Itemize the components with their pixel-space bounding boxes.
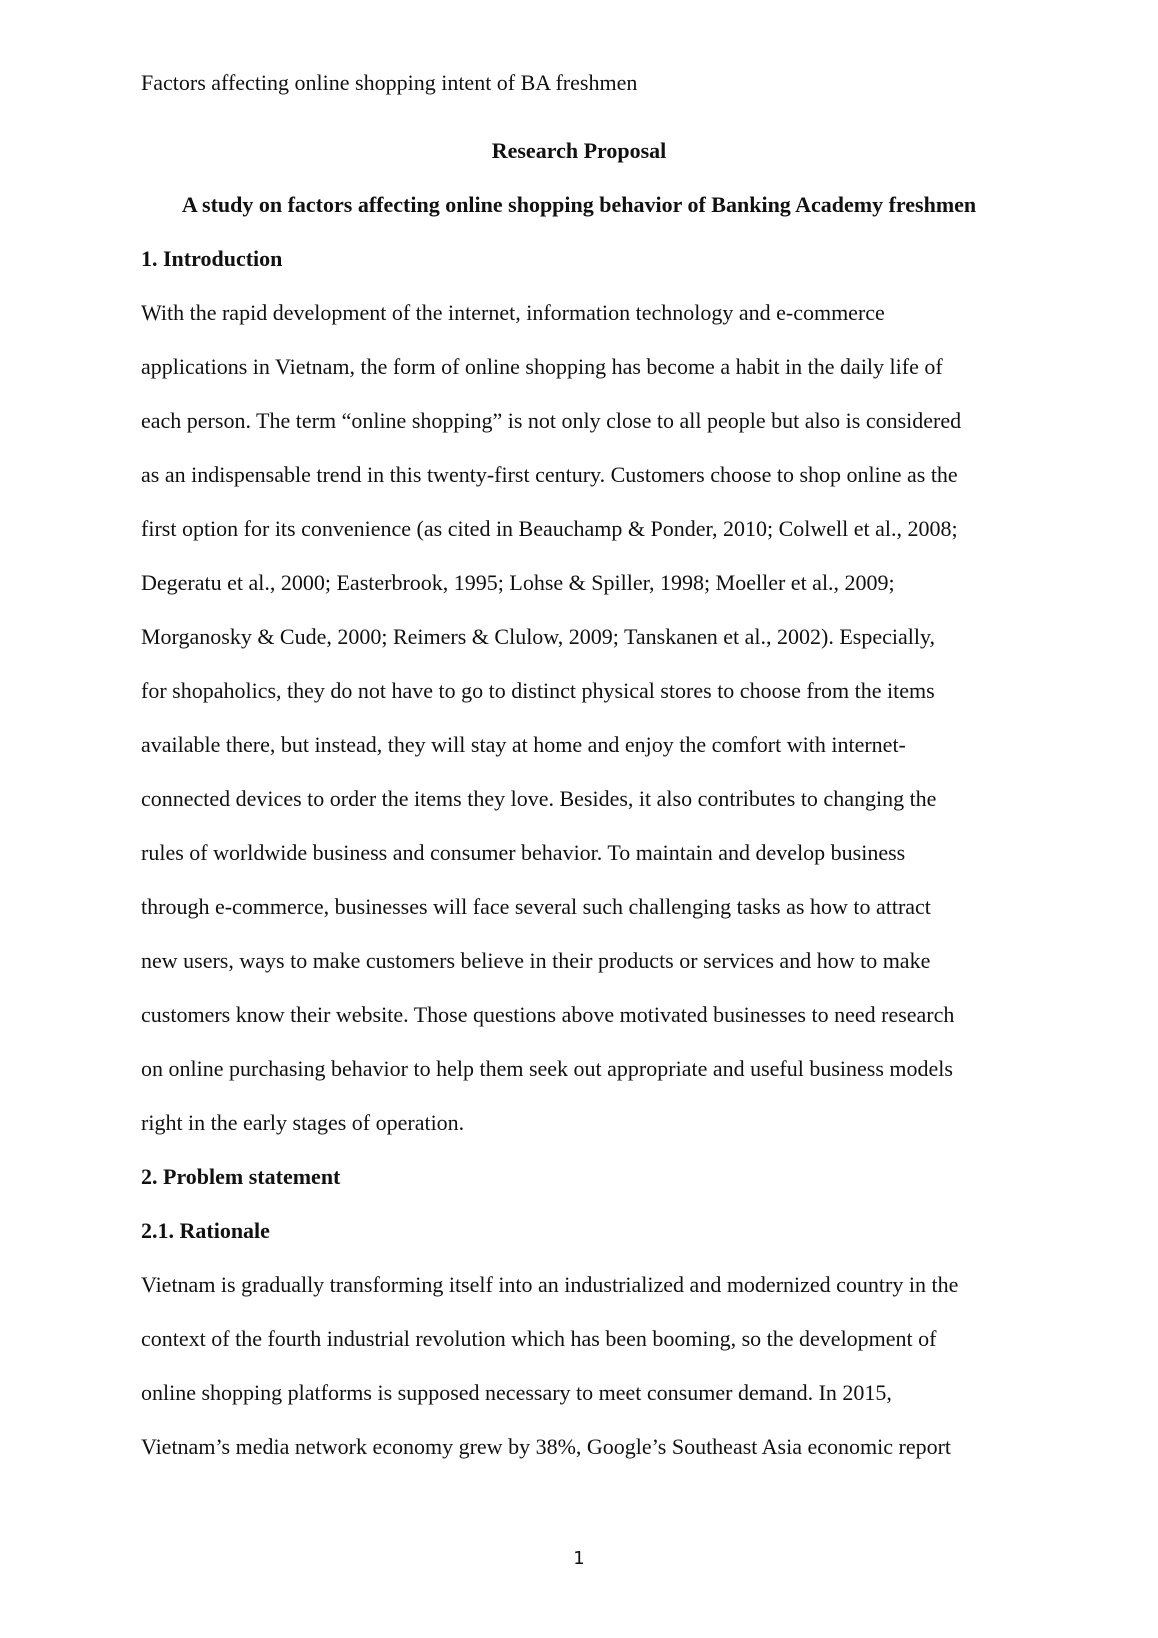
body-line: through e-commerce, businesses will face several such challenging tasks as how to attract: [141, 894, 931, 919]
body-line: Morganosky & Cude, 2000; Reimers & Clulow, 2009; Tanskanen et al., 2002). Especially,: [141, 624, 936, 649]
running-head: Factors affecting online shopping intent of BA freshmen: [141, 70, 638, 95]
document-title: Research Proposal: [491, 138, 667, 163]
body-line: Degeratu et al., 2000; Easterbrook, 1995; Lohse & Spiller, 1998; Moeller et al., 2009;: [141, 570, 895, 595]
body-line: applications in Vietnam, the form of online shopping has become a habit in the daily life of: [141, 354, 943, 379]
body-line: available there, but instead, they will stay at home and enjoy the comfort with internet-: [141, 732, 906, 757]
body-line: context of the fourth industrial revolution which has been booming, so the development of: [141, 1326, 937, 1351]
body-line: Vietnam’s media network economy grew by 38%, Google’s Southeast Asia economic report: [141, 1434, 952, 1459]
body-line: first option for its convenience (as cited in Beauchamp & Ponder, 2010; Colwell et al., 2008;: [141, 516, 958, 541]
body-line: connected devices to order the items they love. Besides, it also contributes to changing the: [141, 786, 937, 811]
page-number: 1: [573, 1548, 585, 1569]
body-line: on online purchasing behavior to help them seek out appropriate and useful business models: [141, 1056, 953, 1081]
section-heading-introduction: 1. Introduction: [141, 246, 283, 271]
body-line: right in the early stages of operation.: [141, 1110, 465, 1135]
body-line: online shopping platforms is supposed necessary to meet consumer demand. In 2015,: [141, 1380, 892, 1405]
section-heading-problem-statement: 2. Problem statement: [141, 1164, 341, 1189]
section-heading-rationale: 2.1. Rationale: [141, 1218, 270, 1243]
body-line: new users, ways to make customers believe in their products or services and how to make: [141, 948, 931, 973]
body-line: as an indispensable trend in this twenty-first century. Customers choose to shop online as the: [141, 462, 958, 487]
body-line: With the rapid development of the internet, information technology and e-commerce: [141, 300, 885, 325]
body-line: rules of worldwide business and consumer behavior. To maintain and develop business: [141, 840, 906, 865]
body-line: Vietnam is gradually transforming itself into an industrialized and modernized country in the: [141, 1272, 959, 1297]
body-line: customers know their website. Those questions above motivated businesses to need research: [141, 1002, 955, 1027]
body-line: each person. The term “online shopping” is not only close to all people but also is considered: [141, 408, 962, 433]
body-line: for shopaholics, they do not have to go to distinct physical stores to choose from the items: [141, 678, 935, 703]
document-subtitle: A study on factors affecting online shopping behavior of Banking Academy freshmen: [181, 192, 977, 217]
